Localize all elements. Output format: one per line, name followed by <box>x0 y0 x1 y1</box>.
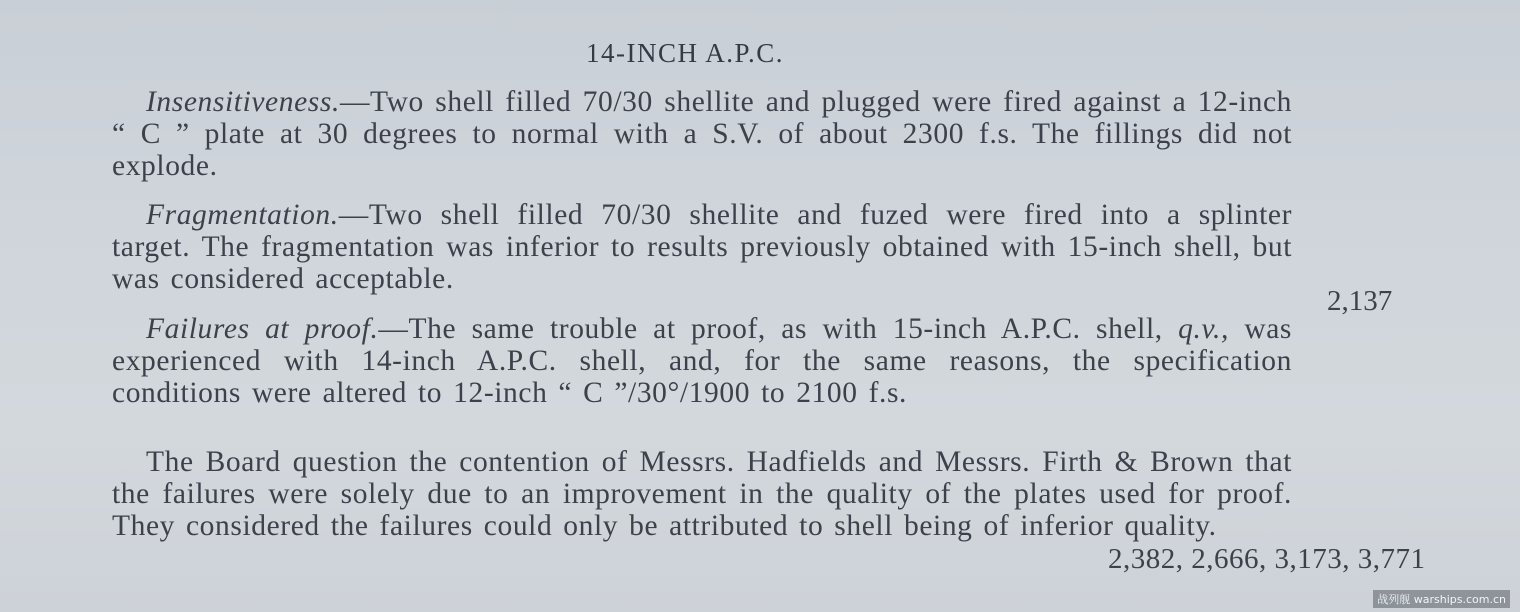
paragraph-text: —The same trouble at proof, as with 15-inch A.P.C. shell, <box>378 313 1179 345</box>
margin-references-list: 2,382, 2,666, 3,173, 3,771 <box>1108 543 1426 575</box>
paragraph-title: Insensitiveness. <box>146 86 340 118</box>
paragraph-failures-at-proof <box>112 313 1292 409</box>
paragraph-text: was experienced with 14-inch A.P.C. shell, and, for the same reasons, the specification conditions were altered to 12-inch “ C ”/30°/1900 to 2100 f.s. <box>112 313 1292 409</box>
paragraph-text: —Two shell filled 70/30 shellite and fuzed were fired into a splinter target. The fragmentation was inferior to results previously obtained with 15-inch shell, but was considered acceptable. <box>112 199 1292 295</box>
paragraph-title: Fragmentation. <box>146 199 339 231</box>
paragraph-fragmentation <box>112 199 1292 295</box>
paragraph-text: The Board question the contention of Messrs. Hadfields and Messrs. Firth & Brown that the failures were solely due to an improvement in the quality of the plates used for proof. They considered the failures could only be attributed to shell being of inferior quality. <box>112 446 1292 542</box>
qv-abbreviation: q.v., <box>1178 313 1229 345</box>
paragraph-insensitiveness <box>112 86 1292 182</box>
paragraph-title: Failures at proof. <box>146 313 379 345</box>
paragraph-board-opinion <box>112 446 1292 542</box>
margin-reference: 2,137 <box>1327 285 1393 317</box>
section-heading: 14-INCH A.P.C. <box>585 38 785 68</box>
paragraph-text: —Two shell filled 70/30 shellite and plugged were fired against a 12-inch “ C ” plate at 30 degrees to normal with a S.V. of about 2300 f.s. The fillings did not explode. <box>112 86 1292 182</box>
watermark: 战列舰 warships.com.cn <box>1373 590 1510 608</box>
